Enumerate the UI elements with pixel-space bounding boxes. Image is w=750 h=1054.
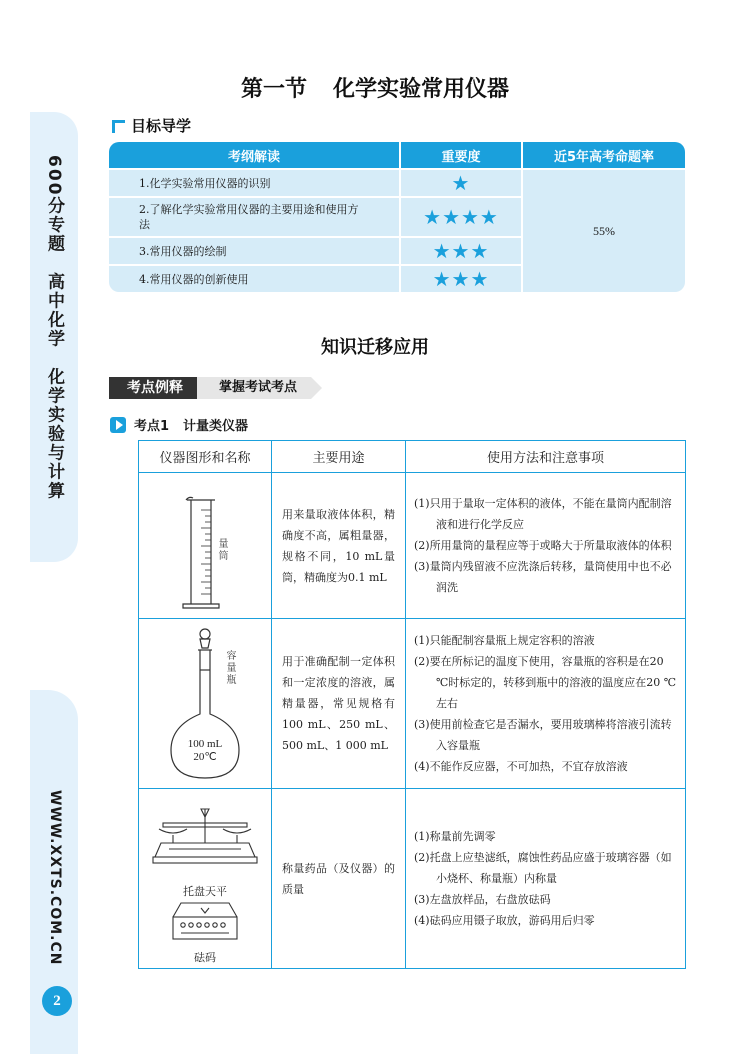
notes-cell xyxy=(406,473,686,619)
flask-temperature: 20℃ xyxy=(193,750,217,763)
figure-cell xyxy=(139,473,272,619)
note-item: (2)所用量筒的量程应等于或略大于所量取液体的体积 xyxy=(414,539,672,552)
balance-icon xyxy=(139,791,271,967)
corner-mark-icon xyxy=(112,120,125,133)
notes-cell xyxy=(406,789,686,969)
goal-item: 1.化学实验常用仪器的识别 xyxy=(109,168,401,196)
section-name: 化学实验常用仪器 xyxy=(333,76,510,102)
col-notes: 使用方法和注意事项 xyxy=(406,441,686,473)
col-figure: 仪器图形和名称 xyxy=(139,441,272,473)
goal-table xyxy=(109,142,685,292)
table-row xyxy=(139,473,686,619)
note-item: (1)称量前先调零 xyxy=(414,830,496,843)
goal-heading xyxy=(112,115,191,136)
banner-right: 掌握考试考点 xyxy=(197,377,311,399)
use-cell: 用来量取液体体积，精确度不高，属粗量器，规格不同，10 mL量筒，精确度为0.1 mL xyxy=(272,473,406,619)
notes-cell xyxy=(406,619,686,789)
knowledge-title: 知识迁移应用 xyxy=(321,337,429,358)
goal-col-rate: 近5年高考命题率 xyxy=(523,142,685,168)
note-item: (4)不能作反应器，不可加热，不宜存放溶液 xyxy=(414,760,628,773)
goal-col-syllabus: 考纲解读 xyxy=(109,142,401,168)
note-item: (3)使用前检查它是否漏水，要用玻璃棒将溶液引流转入容量瓶 xyxy=(414,718,672,752)
banner-left: 考点例释 xyxy=(109,377,197,399)
balance-label: 托盘天平 xyxy=(183,884,227,898)
figure-cell xyxy=(139,619,272,789)
exam-rate: 55% xyxy=(523,168,685,292)
note-item: (2)托盘上应垫滤纸，腐蚀性药品应盛于玻璃容器（如小烧杯、称量瓶）内称量 xyxy=(414,851,672,885)
series-title: 600分专题 高中化学 化学实验与计算 xyxy=(44,155,64,501)
goal-item: 3.常用仪器的绘制 xyxy=(109,236,401,264)
table-row xyxy=(139,789,686,969)
goal-item: 2.了解化学实验常用仪器的主要用途和使用方法 xyxy=(109,196,401,236)
importance-stars: ★★★ xyxy=(401,264,523,292)
flask-capacity: 100 mL xyxy=(187,737,223,750)
kaodian-number: 考点1 xyxy=(134,419,170,434)
instrument-table xyxy=(138,440,686,969)
goal-row xyxy=(109,168,685,196)
section-number: 第一节 xyxy=(240,76,307,102)
goal-col-importance: 重要度 xyxy=(401,142,523,168)
note-item: (3)量筒内残留液不应洗涤后转移，量筒使用中也不必润洗 xyxy=(414,560,672,594)
importance-stars: ★ xyxy=(401,168,523,196)
figure-label: 量筒 xyxy=(216,537,227,562)
note-item: (1)只用于量取一定体积的液体，不能在量筒内配制溶液和进行化学反应 xyxy=(414,497,672,531)
page-number: 2 xyxy=(42,986,72,1016)
goal-label: 目标导学 xyxy=(131,117,192,135)
importance-stars: ★★★ xyxy=(401,236,523,264)
kaodian-title: 计量类仪器 xyxy=(183,419,249,434)
graduated-cylinder-icon xyxy=(139,476,271,616)
use-cell: 用于准确配制一定体积和一定浓度的溶液，属精量器，常见规格有100 mL、250 mL、500 mL、1 000 mL xyxy=(272,619,406,789)
kaodian-heading xyxy=(110,415,248,434)
note-item: (3)左盘放样品，右盘放砝码 xyxy=(414,893,551,906)
importance-stars: ★★★★ xyxy=(401,196,523,236)
col-use: 主要用途 xyxy=(272,441,406,473)
note-item: (2)要在所标记的温度下使用，容量瓶的容积是在20 ℃时标定的，转移到瓶中的溶液的温度应在20 ℃左右 xyxy=(414,655,677,710)
figure-cell xyxy=(139,789,272,969)
table-row xyxy=(139,619,686,789)
website-url: WWW.XXTS.COM.CN xyxy=(47,790,63,966)
note-item: (4)砝码应用镊子取放，游码用后归零 xyxy=(414,914,595,927)
figure-label: 容量瓶 xyxy=(224,649,235,686)
use-cell: 称量药品（及仪器）的质量 xyxy=(272,789,406,969)
goal-item: 4.常用仪器的创新使用 xyxy=(109,264,401,292)
section-title xyxy=(0,72,750,103)
play-arrow-icon xyxy=(110,417,126,433)
weights-label: 砝码 xyxy=(194,950,216,964)
note-item: (1)只能配制容量瓶上规定容积的溶液 xyxy=(414,634,595,647)
kaodian-banner xyxy=(109,377,311,399)
